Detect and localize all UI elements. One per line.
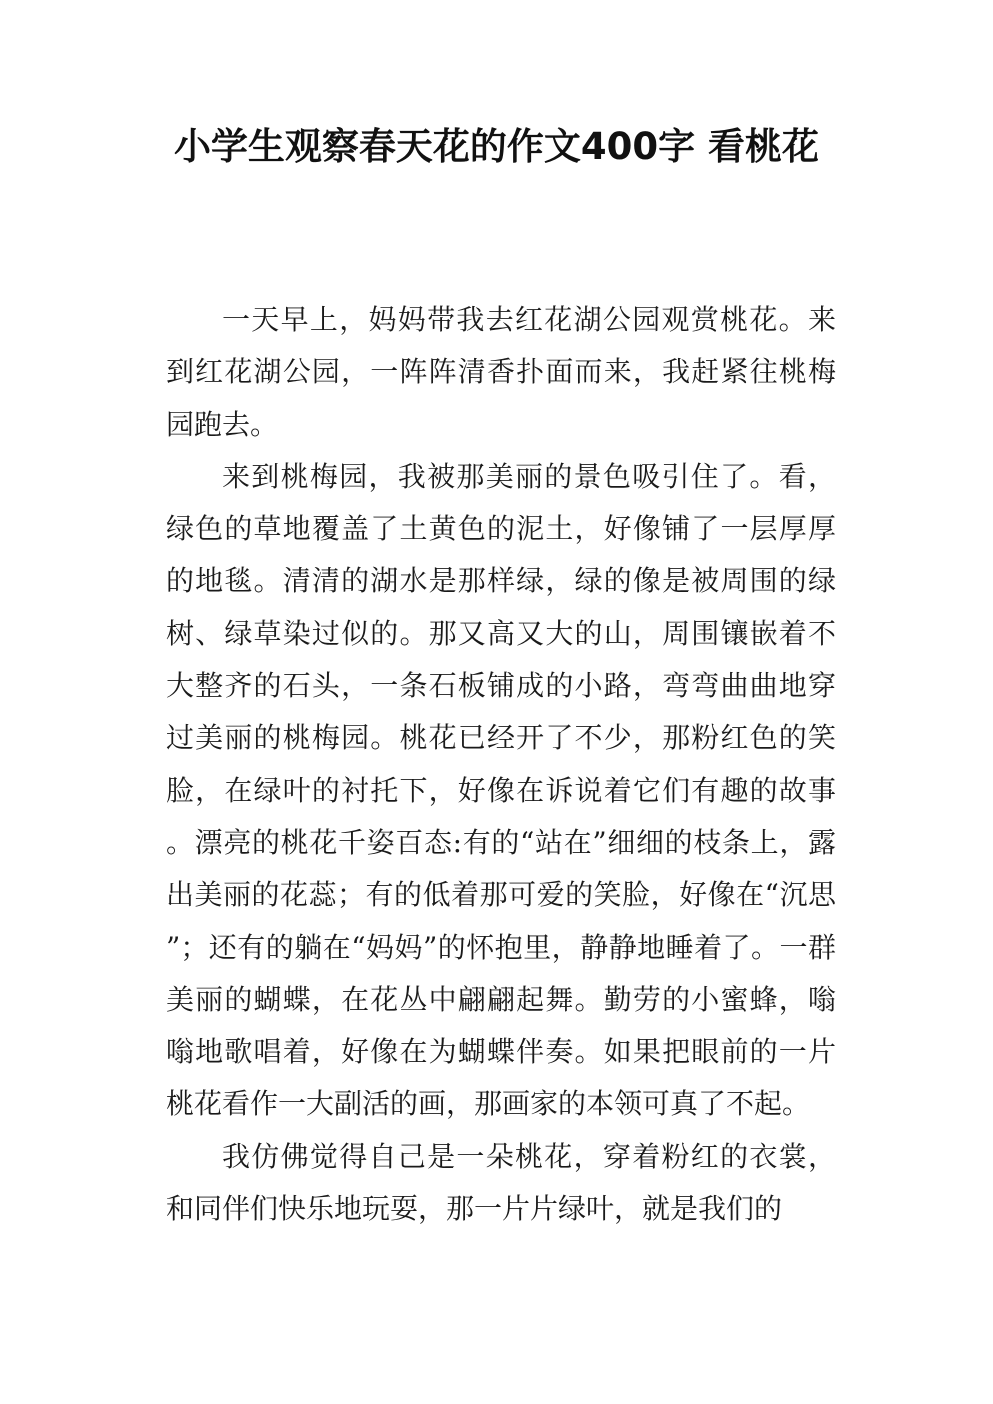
document-body (166, 294, 836, 1235)
document-title: 小学生观察春天花的作文400字 看桃花 (173, 125, 820, 168)
paragraph-3: 我仿佛觉得自己是一朵桃花，穿着粉红的衣裳，和同伴们快乐地玩耍，那一片片绿叶，就是我们的 (166, 1139, 836, 1226)
paragraph-2: 来到桃梅园，我被那美丽的景色吸引住了。看，绿色的草地覆盖了土黄色的泥土，好像铺了一层厚厚的地毯。清清的湖水是那样绿，绿的像是被周围的绿树、绿草染过似的。那又高又大的山，周围镶嵌着不大整齐的石头，一条石板铺成的小路，弯弯曲曲地穿过美丽的桃梅园。桃花已经开了不少，那粉红色的笑脸，在绿叶的衬托下，好像在诉说着它们有趣的故事。漂亮的桃花千姿百态:有的“站在”细细的枝条上，露出美丽的花蕊；有的低着那可爱的笑脸，好像在“沉思”；还有的躺在“妈妈”的怀抱里，静静地睡着了。一群美丽的蝴蝶，在花丛中翩翩起舞。勤劳的小蜜蜂，嗡嗡地歌唱着，好像在为蝴蝶伴奏。如果把眼前的一片桃花看作一大副活的画，那画家的本领可真了不起。 (166, 459, 836, 1121)
paragraph-1: 一天早上，妈妈带我去红花湖公园观赏桃花。来到红花湖公园，一阵阵清香扑面而来，我赶紧往桃梅园跑去。 (166, 303, 836, 441)
